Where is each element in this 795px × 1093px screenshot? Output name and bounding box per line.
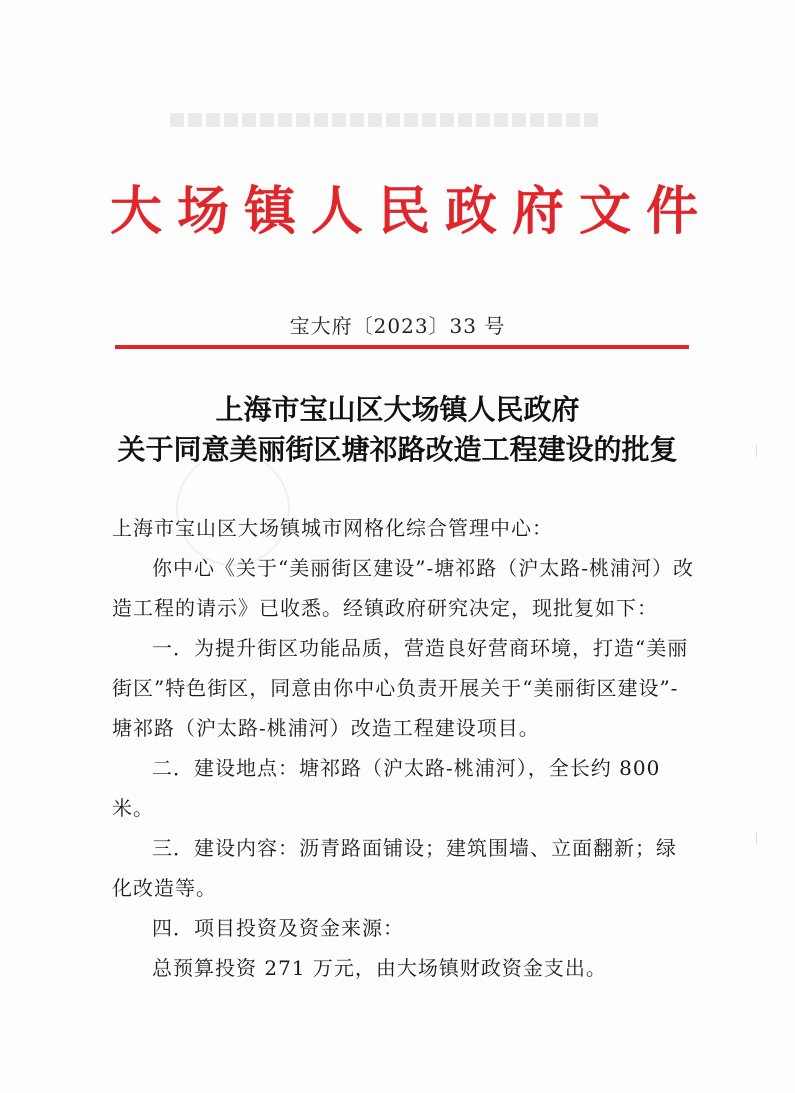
document-title [60, 390, 735, 470]
paragraph-budget: 总预算投资 271 万元，由大场镇财政资金支出。 [152, 956, 607, 980]
recipient-line: 上海市宝山区大场镇城市网格化综合管理中心： [112, 516, 553, 540]
scan-edge-mark [756, 832, 757, 844]
scan-edge-mark [756, 445, 757, 457]
title-line-2: 关于同意美丽街区塘祁路改造工程建设的批复 [117, 433, 678, 466]
paragraph-item-4: 四．项目投资及资金来源： [152, 916, 404, 940]
bleed-through-text [170, 112, 650, 132]
paragraph-item-3: 三．建设内容：沥青路面铺设；建筑围墙、立面翻新；绿化改造等。 [112, 836, 677, 900]
document-number: 宝大府〔2023〕33 号 [289, 314, 506, 338]
document-body [112, 508, 697, 988]
paragraph-item-1: 一．为提升街区功能品质，营造良好营商环境，打造“美丽街区”特色街区，同意由你中心负责开展关于“美丽街区建设”-塘祁路（沪太路-桃浦河）改造工程建设项目。 [112, 636, 689, 740]
issuing-authority-header: 大场镇人民政府文件 [110, 181, 714, 242]
paragraph-item-2: 二．建设地点：塘祁路（沪太路-桃浦河），全长约 800 米。 [112, 756, 661, 820]
title-line-1: 上海市宝山区大场镇人民政府 [215, 393, 580, 426]
red-separator-line [115, 345, 689, 349]
paragraph-request-acknowledgement: 你中心《关于“美丽街区建设”-塘祁路（沪太路-桃浦河）改造工程的请示》已收悉。经镇政府研究决定，现批复如下： [112, 556, 694, 620]
